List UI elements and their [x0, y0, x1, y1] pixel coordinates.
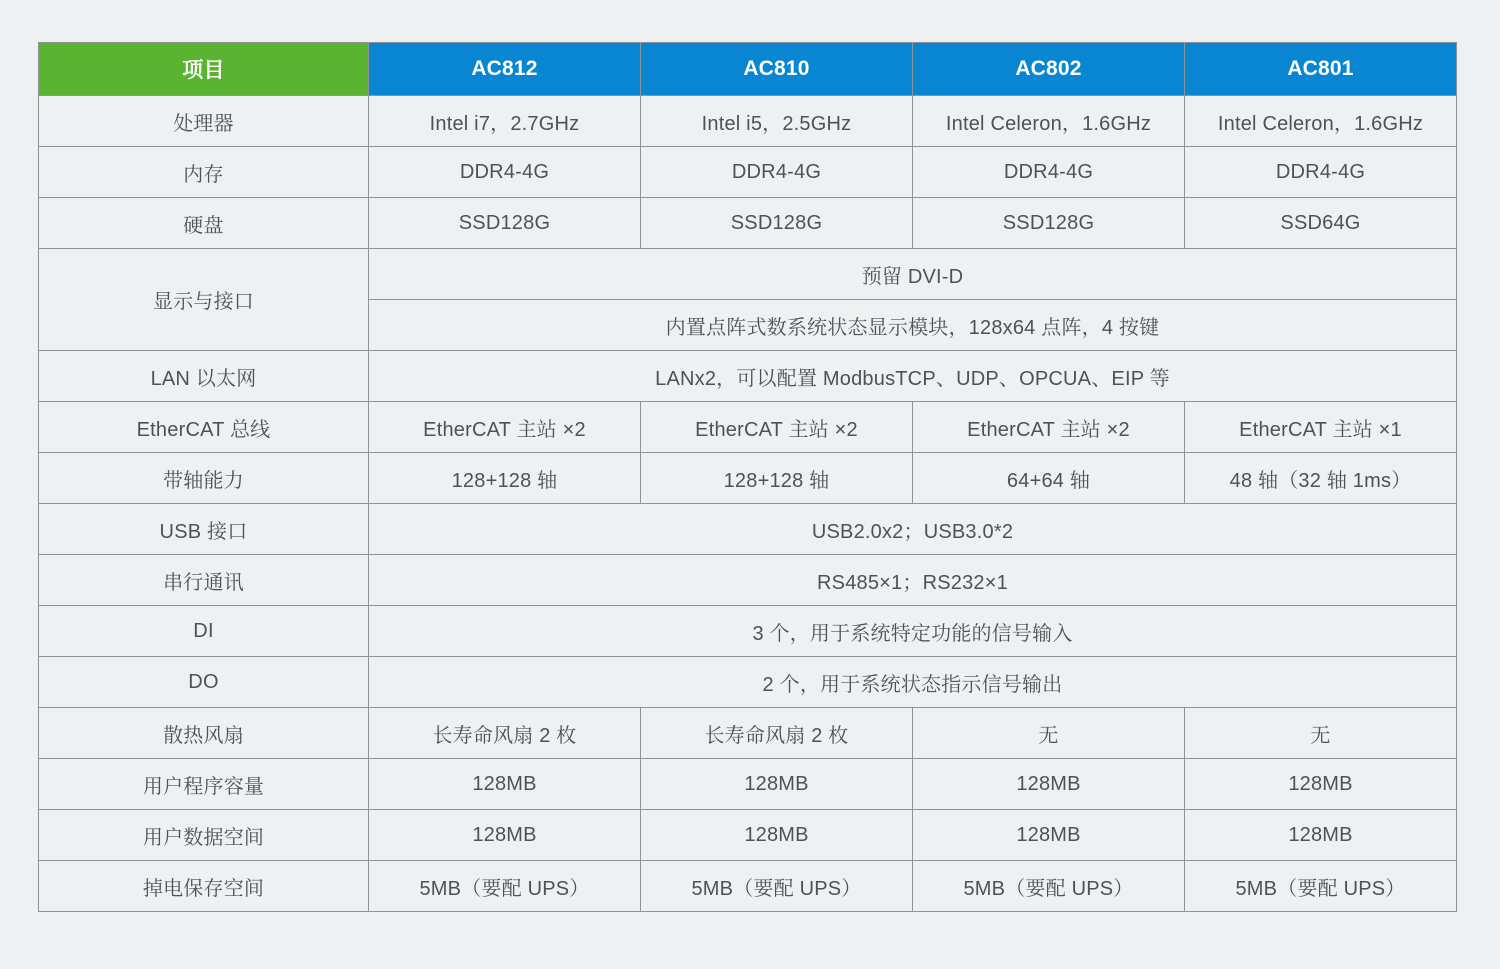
cell-processor-ac802: Intel Celeron，1.6GHz	[913, 96, 1185, 147]
row-label-processor: 处理器	[39, 96, 369, 147]
row-di	[39, 606, 1457, 657]
cell-user-data-space-ac801: 128MB	[1185, 810, 1457, 861]
row-label-memory: 内存	[39, 147, 369, 198]
cell-retentive-memory-ac810: 5MB（要配 UPS）	[641, 861, 913, 912]
cell-ethercat-ac810: EtherCAT 主站 ×2	[641, 402, 913, 453]
cell-display-interface-module: 内置点阵式数系统状态显示模块，128x64 点阵，4 按键	[369, 300, 1457, 351]
header-item: 项目	[39, 43, 369, 96]
cell-ethercat-ac812: EtherCAT 主站 ×2	[369, 402, 641, 453]
cell-serial-all: RS485×1；RS232×1	[369, 555, 1457, 606]
row-usb	[39, 504, 1457, 555]
row-storage	[39, 198, 1457, 249]
cell-user-data-space-ac802: 128MB	[913, 810, 1185, 861]
header-product-ac802: AC802	[913, 43, 1185, 96]
cell-axes-ac812: 128+128 轴	[369, 453, 641, 504]
cell-do-all: 2 个，用于系统状态指示信号输出	[369, 657, 1457, 708]
header-row	[39, 43, 1457, 96]
row-user-data-space	[39, 810, 1457, 861]
cell-program-capacity-ac812: 128MB	[369, 759, 641, 810]
cell-program-capacity-ac810: 128MB	[641, 759, 913, 810]
cell-fan-ac810: 长寿命风扇 2 枚	[641, 708, 913, 759]
cell-retentive-memory-ac801: 5MB（要配 UPS）	[1185, 861, 1457, 912]
cell-ethercat-ac802: EtherCAT 主站 ×2	[913, 402, 1185, 453]
cell-lan-all: LANx2，可以配置 ModbusTCP、UDP、OPCUA、EIP 等	[369, 351, 1457, 402]
cell-axes-ac810: 128+128 轴	[641, 453, 913, 504]
row-label-usb: USB 接口	[39, 504, 369, 555]
product-spec-table	[38, 42, 1457, 912]
row-retentive-memory	[39, 861, 1457, 912]
row-ethercat	[39, 402, 1457, 453]
header-product-ac812: AC812	[369, 43, 641, 96]
row-fan	[39, 708, 1457, 759]
cell-memory-ac810: DDR4-4G	[641, 147, 913, 198]
cell-storage-ac802: SSD128G	[913, 198, 1185, 249]
row-display-interface-1	[39, 249, 1457, 300]
cell-fan-ac812: 长寿命风扇 2 枚	[369, 708, 641, 759]
cell-axes-ac802: 64+64 轴	[913, 453, 1185, 504]
row-label-axes: 带轴能力	[39, 453, 369, 504]
cell-fan-ac801: 无	[1185, 708, 1457, 759]
cell-usb-all: USB2.0x2；USB3.0*2	[369, 504, 1457, 555]
cell-memory-ac802: DDR4-4G	[913, 147, 1185, 198]
row-do	[39, 657, 1457, 708]
cell-memory-ac812: DDR4-4G	[369, 147, 641, 198]
row-axes	[39, 453, 1457, 504]
cell-processor-ac812: Intel i7，2.7GHz	[369, 96, 641, 147]
row-label-ethercat: EtherCAT 总线	[39, 402, 369, 453]
cell-program-capacity-ac802: 128MB	[913, 759, 1185, 810]
row-label-di: DI	[39, 606, 369, 657]
row-serial	[39, 555, 1457, 606]
cell-storage-ac810: SSD128G	[641, 198, 913, 249]
row-label-display-interface: 显示与接口	[39, 249, 369, 351]
row-label-retentive-memory: 掉电保存空间	[39, 861, 369, 912]
cell-retentive-memory-ac802: 5MB（要配 UPS）	[913, 861, 1185, 912]
cell-processor-ac810: Intel i5，2.5GHz	[641, 96, 913, 147]
cell-retentive-memory-ac812: 5MB（要配 UPS）	[369, 861, 641, 912]
cell-storage-ac801: SSD64G	[1185, 198, 1457, 249]
row-label-storage: 硬盘	[39, 198, 369, 249]
row-processor	[39, 96, 1457, 147]
cell-program-capacity-ac801: 128MB	[1185, 759, 1457, 810]
cell-axes-ac801: 48 轴（32 轴 1ms）	[1185, 453, 1457, 504]
header-product-ac810: AC810	[641, 43, 913, 96]
cell-di-all: 3 个，用于系统特定功能的信号输入	[369, 606, 1457, 657]
cell-processor-ac801: Intel Celeron，1.6GHz	[1185, 96, 1457, 147]
cell-display-interface-dvi: 预留 DVI-D	[369, 249, 1457, 300]
row-program-capacity	[39, 759, 1457, 810]
cell-user-data-space-ac810: 128MB	[641, 810, 913, 861]
row-label-program-capacity: 用户程序容量	[39, 759, 369, 810]
cell-storage-ac812: SSD128G	[369, 198, 641, 249]
row-label-fan: 散热风扇	[39, 708, 369, 759]
row-label-do: DO	[39, 657, 369, 708]
header-product-ac801: AC801	[1185, 43, 1457, 96]
row-memory	[39, 147, 1457, 198]
cell-ethercat-ac801: EtherCAT 主站 ×1	[1185, 402, 1457, 453]
row-label-serial: 串行通讯	[39, 555, 369, 606]
row-label-user-data-space: 用户数据空间	[39, 810, 369, 861]
row-lan	[39, 351, 1457, 402]
cell-fan-ac802: 无	[913, 708, 1185, 759]
cell-user-data-space-ac812: 128MB	[369, 810, 641, 861]
cell-memory-ac801: DDR4-4G	[1185, 147, 1457, 198]
row-label-lan: LAN 以太网	[39, 351, 369, 402]
